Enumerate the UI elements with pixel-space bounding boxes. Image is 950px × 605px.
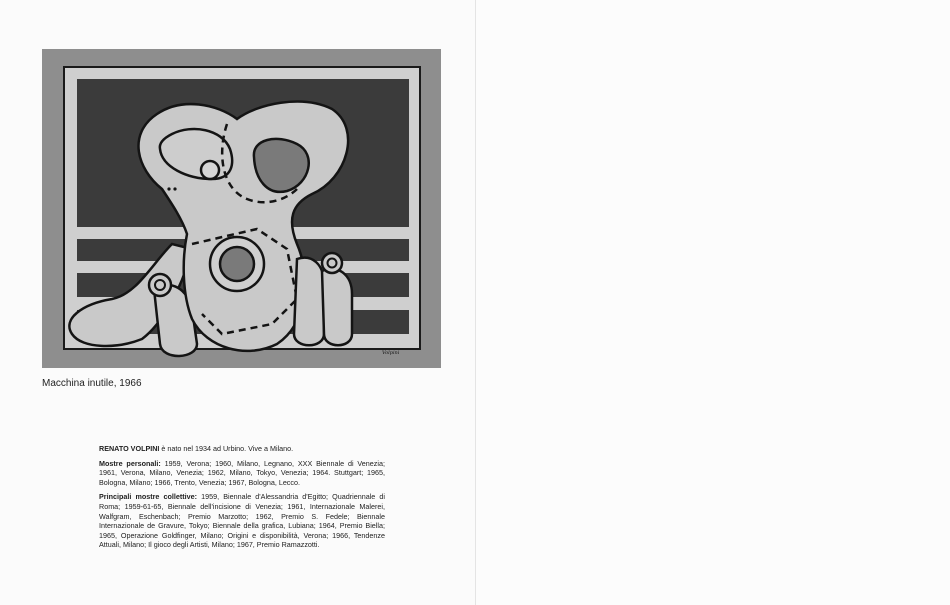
artwork-image — [42, 49, 441, 368]
caption-year: 1966 — [119, 378, 142, 389]
group-exhibitions-label: Principali mostre collettive: — [99, 492, 198, 502]
artist-biography — [99, 444, 385, 555]
artist-name: RENATO VOLPINI — [99, 444, 160, 453]
figure-right-leg-2 — [322, 269, 352, 345]
group-exhibitions-text: 1959, Biennale d'Alessandria d'Egitto; Quadriennale di Roma; 1959-61-65, Biennale dell'incisione di Venezia; 1961, Internazionale Malerei, Walfgram, Eschenbach; Premio Marzotto; 1962, Premio S. Fedele; Biennale Internazionale de Gravure, Tokyo; Biennale della grafica, Lubiana; 1964, Premio Biella; 1965, Operazione Goldfinger, Milano; Origini e disponibilità, Verona; 1966, Tendenze Attuali, Milano; Il gioco degli Artisti, Milano; 1967, Premio Ramazzotti. — [99, 492, 385, 550]
bio-solo-exhibitions — [99, 459, 385, 488]
bio-intro — [99, 444, 385, 454]
solo-exhibitions-label: Mostre personali: — [99, 458, 161, 468]
figure-dark-spot — [254, 139, 309, 192]
artwork-caption — [42, 378, 142, 389]
artwork-signature: Volpini — [382, 350, 400, 356]
bio-group-exhibitions — [99, 492, 385, 550]
caption-title: Macchina inutile, — [42, 378, 117, 389]
figure-belly-spot — [220, 247, 254, 281]
artwork-plate — [42, 49, 441, 368]
bio-intro-text: è nato nel 1934 ad Urbino. Vive a Milano. — [159, 444, 294, 453]
right-page-blank — [476, 0, 950, 605]
left-leg-knob — [149, 274, 171, 296]
right-leg-knob — [322, 253, 342, 273]
figure-eye — [201, 161, 219, 179]
figure-right-leg-1 — [294, 258, 324, 346]
solo-exhibitions-text: 1959, Verona; 1960, Milano, Legnano, XXX Biennale di Venezia; 1961, Verona, Milano, Venezia; 1962, Milano, Tokyo, Venezia; 1964. Stuttgart; 1965, Bologna, Milano; 1966, Trento, Venezia; 1967, Bologna, Lecco. — [99, 458, 385, 487]
